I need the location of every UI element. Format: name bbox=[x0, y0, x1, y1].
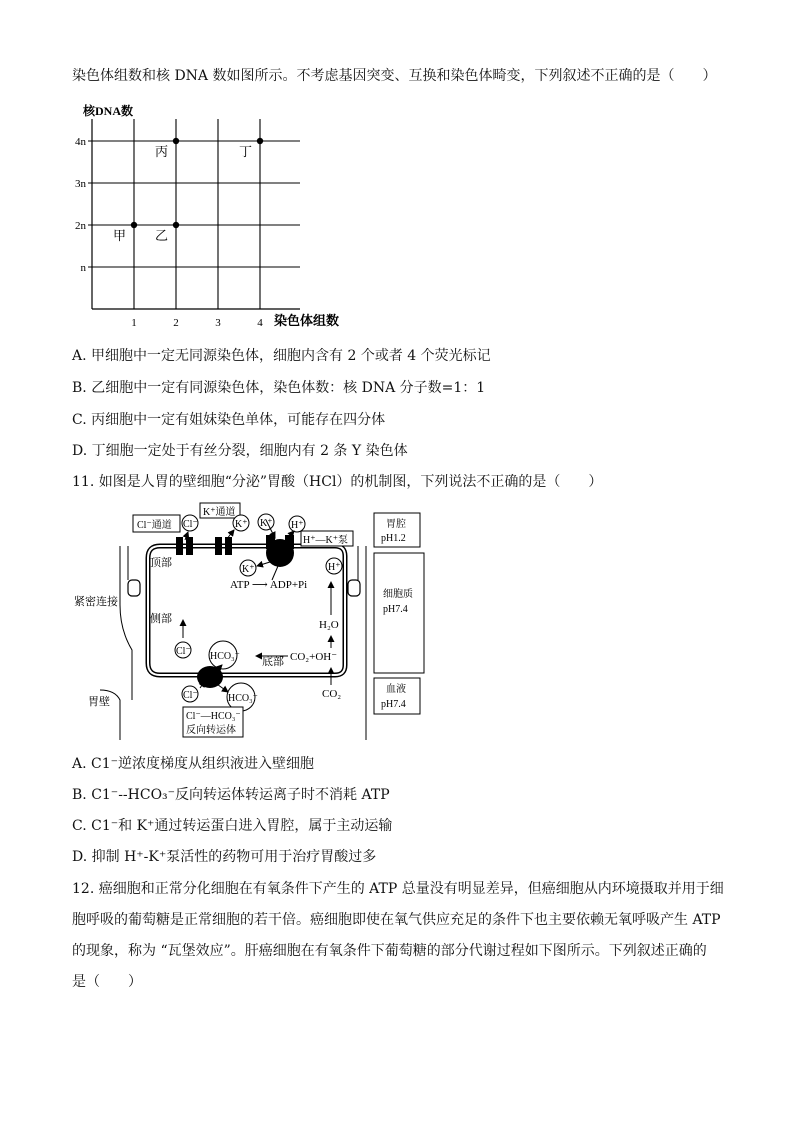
q10-option-d[interactable]: D. 丁细胞一定处于有丝分裂，细胞内有 2 条 Y 染色体 bbox=[72, 443, 408, 459]
chart-grid bbox=[88, 119, 300, 309]
tight-junction-right bbox=[348, 580, 360, 596]
data-point-label: 丙 bbox=[154, 144, 168, 159]
q10-option-a[interactable]: A. 甲细胞中一定无同源染色体，细胞内含有 2 个或者 4 个荧光标记 bbox=[72, 348, 491, 364]
svg-text:CO₂+OH⁻: CO₂+OH⁻ bbox=[290, 651, 338, 663]
q11-stem: 11. 如图是人胃的壁细胞“分泌”胃酸（HCl）的机制图，下列说法不正确的是（ ） bbox=[72, 474, 603, 490]
q11-option-c[interactable]: C. C1⁻和 K⁺通过转运蛋白进入胃腔，属于主动运输 bbox=[72, 818, 393, 834]
data-point-label: 甲 bbox=[112, 228, 126, 243]
svg-text:K⁺: K⁺ bbox=[235, 519, 248, 530]
data-point-label: 乙 bbox=[154, 228, 168, 243]
svg-text:胃壁: 胃壁 bbox=[88, 696, 110, 708]
atp-reaction: ATP ⟶ ADP+Pi bbox=[230, 579, 308, 591]
svg-text:K⁺: K⁺ bbox=[260, 518, 273, 529]
data-points bbox=[113, 138, 263, 243]
x-axis-label: 染色体组数 bbox=[274, 313, 340, 328]
svg-text:Cl⁻通道: Cl⁻通道 bbox=[137, 520, 172, 531]
q11-option-d[interactable]: D. 抑制 H⁺-K⁺泵活性的药物可用于治疗胃酸过多 bbox=[72, 849, 377, 865]
svg-text:H⁺—K⁺泵: H⁺—K⁺泵 bbox=[303, 535, 348, 546]
data-point bbox=[131, 222, 137, 228]
q11-option-b[interactable]: B. C1⁻--HCO₃⁻反向转运体转运离子时不消耗 ATP bbox=[72, 787, 390, 803]
y-tick-label: 3n bbox=[75, 178, 86, 190]
svg-text:Cl⁻: Cl⁻ bbox=[183, 519, 198, 530]
left-neighbor-wall bbox=[120, 546, 132, 700]
svg-text:血液: 血液 bbox=[386, 684, 406, 695]
svg-text:H⁺: H⁺ bbox=[328, 562, 341, 573]
svg-text:底部: 底部 bbox=[262, 656, 284, 668]
svg-text:细胞质: 细胞质 bbox=[383, 589, 413, 600]
svg-text:K⁺: K⁺ bbox=[242, 564, 255, 575]
svg-text:pH7.4: pH7.4 bbox=[381, 699, 406, 710]
q11-diagram bbox=[0, 498, 794, 743]
tight-junction-left bbox=[128, 580, 140, 596]
svg-text:Cl⁻: Cl⁻ bbox=[176, 646, 191, 657]
cl-hco3-exchanger bbox=[197, 666, 223, 688]
q12-line-2: 胞呼吸的葡萄糖是正常细胞的若干倍。癌细胞即使在氧气供应充足的条件下也主要依赖无氧呼吸产生 ATP bbox=[72, 912, 721, 928]
data-point bbox=[173, 138, 179, 144]
x-tick-label: 4 bbox=[257, 317, 263, 329]
y-axis-label: 核DNA数 bbox=[83, 104, 133, 118]
svg-text:顶部: 顶部 bbox=[150, 557, 172, 569]
q10-stem: 染色体组数和核 DNA 数如图所示。不考虑基因突变、互换和染色体畸变，下列叙述不正确的是（ ） bbox=[72, 68, 717, 84]
q12-line-1: 12. 癌细胞和正常分化细胞在有氧条件下产生的 ATP 总量没有明显差异，但癌细胞从内环境摄取并用于细 bbox=[72, 881, 724, 897]
svg-text:Cl⁻—HCO₃⁻: Cl⁻—HCO₃⁻ bbox=[186, 711, 241, 722]
data-point bbox=[257, 138, 263, 144]
svg-text:胃腔: 胃腔 bbox=[386, 519, 406, 530]
q12-line-4: 是（ ） bbox=[72, 974, 142, 990]
y-tick-label: n bbox=[80, 262, 86, 274]
svg-text:pH7.4: pH7.4 bbox=[383, 604, 408, 615]
svg-text:侧部: 侧部 bbox=[150, 613, 172, 625]
k-channel-protein bbox=[215, 537, 222, 555]
q12-line-3: 的现象，称为 “瓦堡效应”。肝癌细胞在有氧条件下葡萄糖的部分代谢过程如下图所示。下列叙述正确的 bbox=[72, 943, 707, 959]
q10-option-c[interactable]: C. 丙细胞中一定有姐妹染色单体，可能存在四分体 bbox=[72, 412, 386, 428]
y-tick-label: 2n bbox=[75, 220, 86, 232]
y-tick-label: 4n bbox=[75, 136, 86, 148]
svg-text:HCO₃⁻: HCO₃⁻ bbox=[228, 693, 258, 704]
svg-text:K⁺通道: K⁺通道 bbox=[203, 507, 236, 518]
svg-text:CO₂: CO₂ bbox=[322, 688, 342, 700]
x-tick-labels bbox=[131, 317, 263, 329]
svg-text:pH1.2: pH1.2 bbox=[381, 533, 406, 544]
q10-option-b[interactable]: B. 乙细胞中一定有同源染色体，染色体数：核 DNA 分子数=1：1 bbox=[72, 380, 486, 396]
q11-option-a[interactable]: A. C1⁻逆浓度梯度从组织液进入壁细胞 bbox=[72, 756, 315, 772]
data-point-label: 丁 bbox=[238, 144, 252, 159]
svg-text:紧密连接: 紧密连接 bbox=[74, 596, 118, 608]
y-tick-labels bbox=[75, 136, 87, 274]
x-tick-label: 3 bbox=[215, 317, 221, 329]
svg-text:H⁺: H⁺ bbox=[291, 520, 304, 531]
data-point bbox=[173, 222, 179, 228]
x-tick-label: 2 bbox=[173, 317, 179, 329]
svg-text:H₂O: H₂O bbox=[319, 619, 339, 631]
x-tick-label: 1 bbox=[131, 317, 137, 329]
cl-channel-protein bbox=[176, 537, 183, 555]
svg-text:HCO₃⁻: HCO₃⁻ bbox=[210, 651, 240, 662]
svg-text:Cl⁻: Cl⁻ bbox=[183, 690, 198, 701]
svg-text:反向转运体: 反向转运体 bbox=[186, 725, 236, 736]
